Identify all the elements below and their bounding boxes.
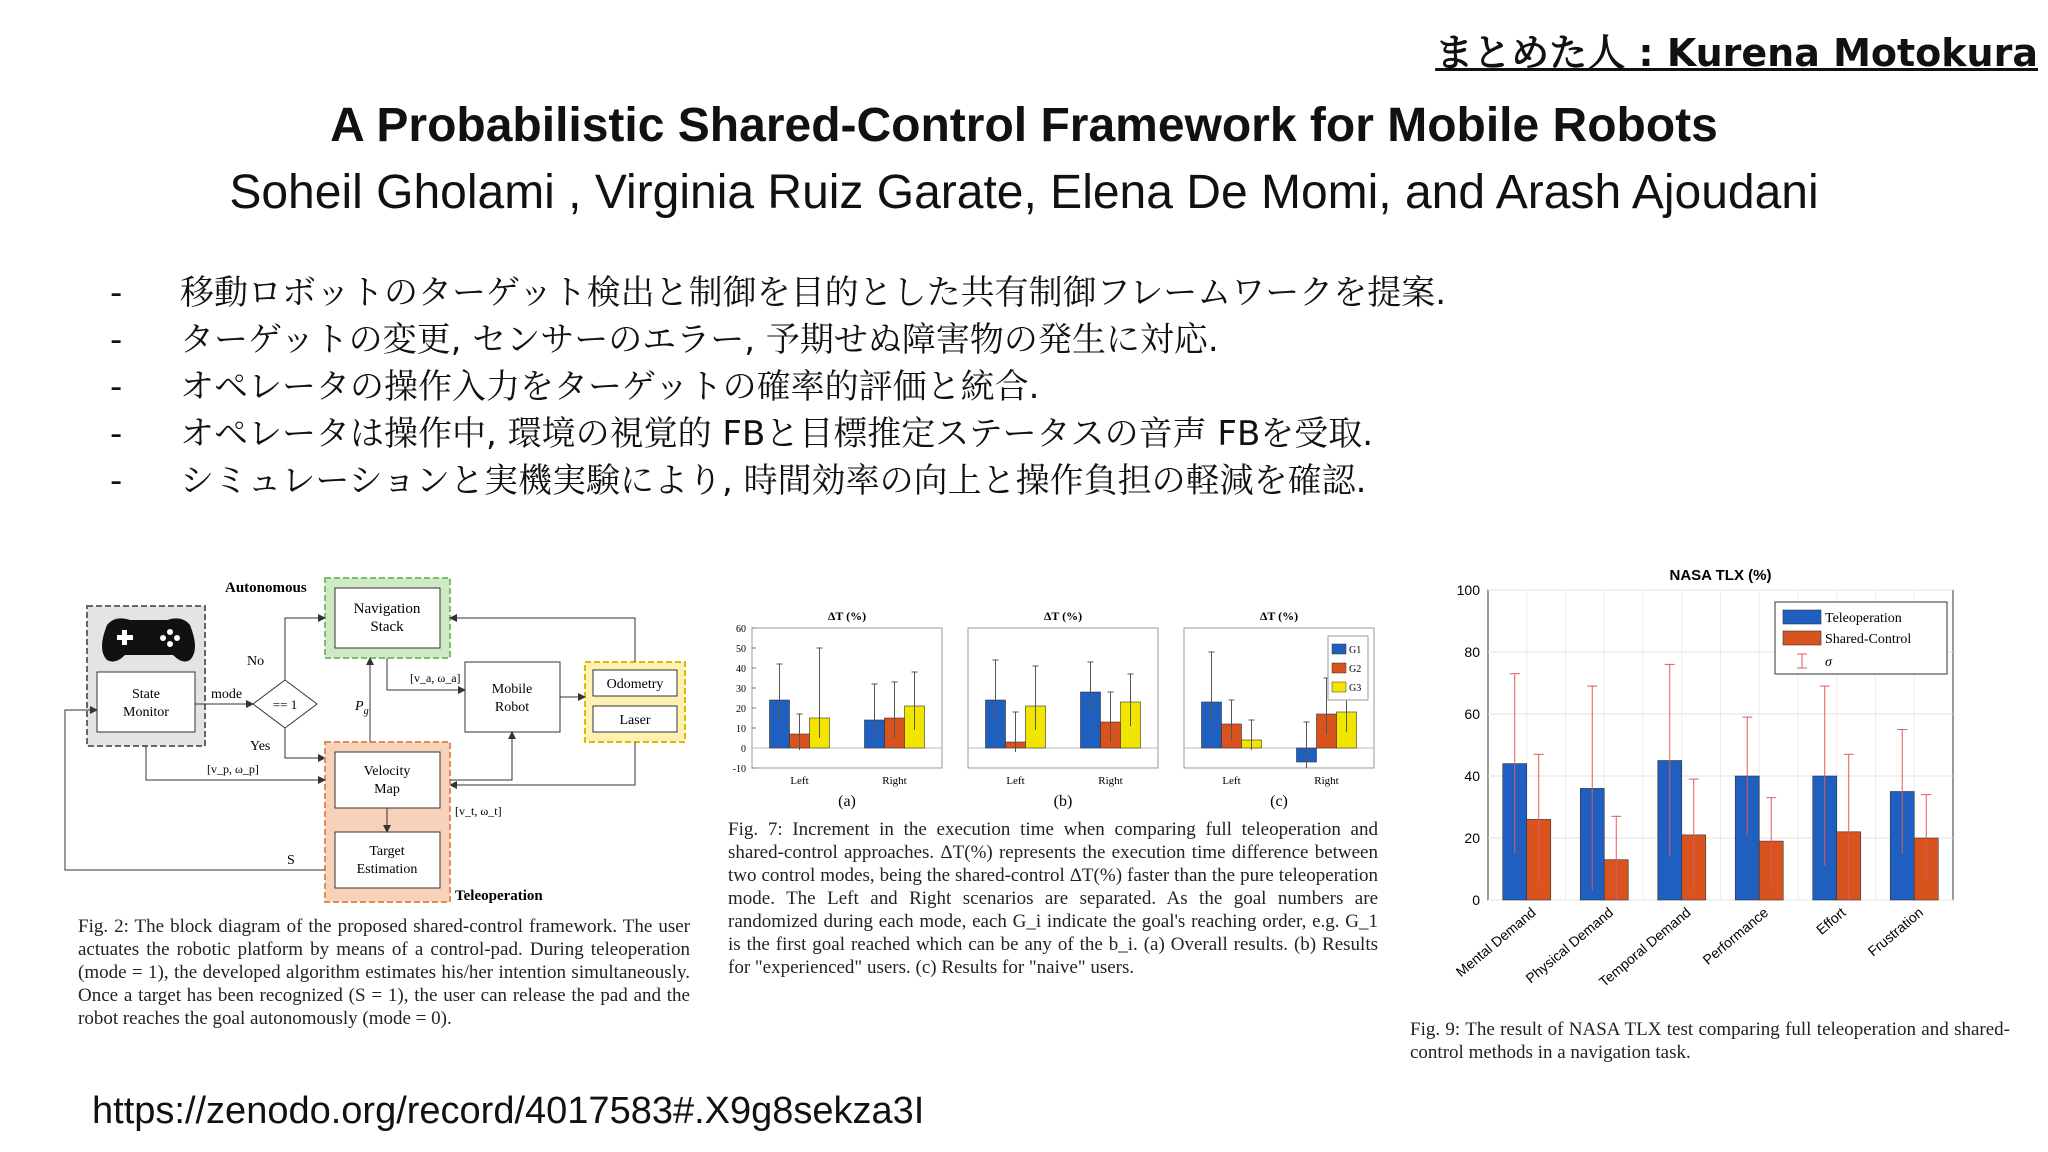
mobile-robot-block <box>465 662 560 732</box>
target-estimation-label: Target <box>369 844 405 859</box>
fig9-y-tick-label: 0 <box>1472 892 1480 908</box>
summary-bullet-list <box>110 270 1960 505</box>
state-monitor-label: Monitor <box>123 705 169 720</box>
pg-label: $P_g$ <box>355 699 369 717</box>
navigation-stack-label: Navigation <box>353 601 421 617</box>
fig2-caption: Fig. 2: The block diagram of the proposed shared-control framework. The user actuates the robotic platform by means of a control-pad. During teleoperation (mode = 1), the developed algorithm estimates his/her intention simultaneously. Once a target has been recognized (S = 1), the user can release the pad and the robot reaches the goal autonomously (mode = 0). <box>78 916 690 1029</box>
vt-wt-label: [v_t, ω_t] <box>455 804 502 818</box>
target-estimation-label: Estimation <box>356 862 418 877</box>
fig7-legend-swatch <box>1332 663 1346 673</box>
fig9-legend-label: Teleoperation <box>1825 611 1902 626</box>
fig7-legend-swatch <box>1332 682 1346 692</box>
fig7-y-tick-label: 40 <box>736 664 746 675</box>
no-label: No <box>247 654 265 669</box>
paper-authors: Soheil Gholami , Virginia Ruiz Garate, Elena De Momi, and Arash Ajoudani <box>229 166 1819 219</box>
bullet-text: オペレータの操作入力をターゲットの確率的評価と統合. <box>180 367 1040 407</box>
fig7-y-tick-label: 50 <box>736 644 746 655</box>
velocity-map-label: Map <box>374 782 400 797</box>
fig7-y-tick-label: -10 <box>732 764 746 775</box>
fig9-y-tick-label: 40 <box>1464 768 1480 784</box>
fig7-bar-charts <box>710 600 1380 810</box>
bullet-item <box>110 317 1960 364</box>
fig9-category-label: Physical Demand <box>1522 904 1617 987</box>
state-monitor-inner <box>97 672 195 732</box>
bullet-text: シミュレーションと実機実験により, 時間効率の向上と操作負担の軽減を確認. <box>180 461 1367 501</box>
fig7-category-label: Left <box>790 775 809 787</box>
yes-label: Yes <box>250 739 271 754</box>
s-label: S <box>287 853 295 868</box>
fig9-category-label: Effort <box>1812 904 1849 938</box>
fig7-category-label: Right <box>882 775 907 787</box>
bullet-text: ターゲットの変更, センサーのエラー, 予期せぬ障害物の発生に対応. <box>180 320 1219 360</box>
bullet-item <box>110 411 1960 458</box>
fig7-legend-label: G1 <box>1349 645 1362 656</box>
mobile-robot-label: Robot <box>494 700 530 715</box>
paper-title: A Probabilistic Shared-Control Framework for Mobile Robots <box>330 99 1718 152</box>
fig7-panel-label: (c) <box>1270 793 1288 810</box>
bullet-item <box>110 364 1960 411</box>
no-arrow <box>285 618 325 680</box>
velocity-map-label: Velocity <box>363 764 411 779</box>
fig9-y-tick-label: 80 <box>1464 644 1480 660</box>
bullet-text: オペレータは操作中, 環境の視覚的 FBと目標推定ステータスの音声 FBを受取. <box>180 414 1374 454</box>
vt-arrow <box>450 732 512 780</box>
bullet-text: 移動ロボットのターゲット検出と制御を目的とした共有制御フレームワークを提案. <box>180 273 1447 313</box>
fig9-caption: Fig. 9: The result of NASA TLX test comparing full teleoperation and shared-control methods in a navigation task. <box>1410 1019 2010 1063</box>
fig9-legend-swatch <box>1783 610 1821 624</box>
fig7-y-tick-label: 30 <box>736 684 746 695</box>
fig9-y-tick-label: 20 <box>1464 830 1480 846</box>
mode-label: mode <box>211 687 243 702</box>
fig9-legend-label: Shared-Control <box>1825 632 1912 647</box>
fig7-chart-title: ΔT (%) <box>827 609 867 623</box>
autonomous-label: Autonomous <box>225 580 307 596</box>
bullet-marker: - <box>110 461 123 501</box>
fig9-y-tick-label: 60 <box>1464 706 1480 722</box>
fig7-chart-title: ΔT (%) <box>1043 609 1083 623</box>
laser-label: Laser <box>619 713 651 728</box>
sensor-velmap-arrow <box>450 742 635 785</box>
mobile-robot-label: Mobile <box>491 682 533 697</box>
fig9-legend-swatch <box>1783 631 1821 645</box>
fig9-nasa-tlx-chart <box>1430 560 1970 1020</box>
odometry-label: Odometry <box>606 677 664 692</box>
vp-wp-label: [v_p, ω_p] <box>207 762 259 776</box>
fig7-y-tick-label: 60 <box>736 624 746 635</box>
fig9-category-label: Mental Demand <box>1452 904 1539 980</box>
fig7-category-label: Left <box>1222 775 1241 787</box>
fig9-chart-title: NASA TLX (%) <box>1669 567 1772 584</box>
navigation-stack-label: Stack <box>370 619 404 635</box>
yes-arrow <box>285 728 325 758</box>
fig7-y-tick-label: 20 <box>736 704 746 715</box>
fig7-y-tick-label: 10 <box>736 724 746 735</box>
target-estimation-inner <box>335 832 440 888</box>
author-credit: まとめた人 : Kurena Motokura <box>1435 31 2038 75</box>
teleoperation-label: Teleoperation <box>455 888 543 904</box>
fig7-legend-label: G2 <box>1349 664 1362 675</box>
fig9-category-label: Performance <box>1699 904 1772 968</box>
fig7-legend-label: G3 <box>1349 683 1362 694</box>
fig7-category-label: Right <box>1314 775 1339 787</box>
sensor-nav-arrow <box>450 618 635 662</box>
state-monitor-label: State <box>132 687 160 702</box>
navigation-stack-inner <box>335 588 440 648</box>
bullet-item <box>110 270 1960 317</box>
fig7-panel-label: (b) <box>1053 793 1073 810</box>
source-url[interactable]: https://zenodo.org/record/4017583#.X9g8sekza3I <box>92 1090 925 1132</box>
fig2-block-diagram <box>55 570 695 910</box>
bullet-item <box>110 458 1960 505</box>
bullet-marker: - <box>110 367 123 407</box>
velocity-map-inner <box>335 752 440 808</box>
va-wa-label: [v_a, ω_a] <box>410 671 461 685</box>
bullet-marker: - <box>110 273 123 313</box>
decision-label: == 1 <box>272 697 298 712</box>
fig9-legend-label: σ <box>1825 655 1832 670</box>
bullet-marker: - <box>110 414 123 454</box>
bullet-marker: - <box>110 320 123 360</box>
fig7-legend-swatch <box>1332 644 1346 654</box>
fig7-chart-title: ΔT (%) <box>1259 609 1299 623</box>
fig7-panel-label: (a) <box>838 793 856 810</box>
fig7-category-label: Right <box>1098 775 1123 787</box>
fig9-category-label: Temporal Demand <box>1595 904 1694 990</box>
fig7-category-label: Left <box>1006 775 1025 787</box>
fig7-y-tick-label: 0 <box>741 744 746 755</box>
fig7-caption: Fig. 7: Increment in the execution time when comparing full teleoperation and shared-control approaches. ΔT(%) represents the execution time difference between two control modes, being the shared-control ΔT(%) faster than the pure teleoperation mode. The Left and Right scenarios are separated. As the goal numbers are randomized during each mode, each G_i indicate the goal's reaching order, e.g. G_1 is the first goal reached which can be any of the b_i. (a) Overall results. (b) Results for "experienced" users. (c) Results for "naive" users. <box>728 819 1378 978</box>
fig9-y-tick-label: 100 <box>1456 582 1480 598</box>
fig9-category-label: Frustration <box>1864 904 1927 960</box>
